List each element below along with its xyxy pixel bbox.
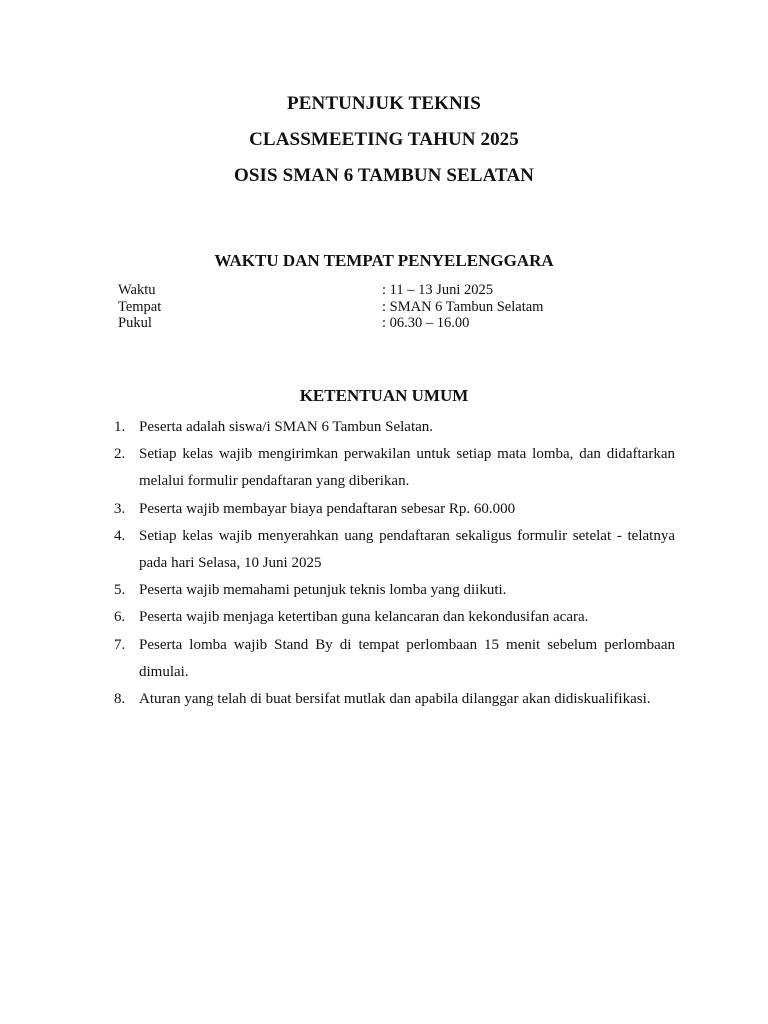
list-item (114, 523, 675, 577)
list-item (114, 441, 675, 495)
schedule-heading: WAKTU DAN TEMPAT PENYELENGGARA (214, 251, 554, 270)
rule-number: 3. (114, 500, 126, 517)
rule-text: Peserta wajib memahami petunjuk teknis lomba yang diikuti. (139, 582, 507, 599)
rules-heading: KETENTUAN UMUM (299, 386, 469, 405)
rule-number: 4. (114, 527, 126, 544)
schedule-row-waktu (118, 282, 678, 299)
schedule-table (118, 282, 678, 332)
list-item (114, 604, 675, 631)
schedule-row-pukul (118, 315, 678, 332)
list-item (114, 686, 675, 713)
rule-text: Peserta wajib membayar biaya pendaftaran sebesar Rp. 60.000 (139, 500, 516, 517)
schedule-value: : 11 – 13 Juni 2025 (382, 282, 494, 298)
title-line-3: OSIS SMAN 6 TAMBUN SELATAN (234, 165, 534, 186)
rule-text: Setiap kelas wajib mengirimkan perwakilan untuk setiap mata lomba, dan didaftarkan melalui formulir pendaftaran yang diberikan. (139, 446, 675, 490)
rule-text: Peserta wajib menjaga ketertiban guna kelancaran dan kekondusifan acara. (139, 609, 589, 626)
schedule-label: Waktu (118, 282, 156, 298)
rule-text: Aturan yang telah di buat bersifat mutlak dan apabila dilanggar akan didiskualifikasi. (139, 691, 651, 708)
rule-text: Peserta adalah siswa/i SMAN 6 Tambun Selatan. (139, 419, 434, 435)
rule-number: 1. (114, 419, 126, 435)
rule-number: 6. (114, 609, 126, 626)
rule-number: 8. (114, 691, 126, 708)
rules-list (114, 414, 675, 713)
list-item (114, 496, 675, 523)
list-item (114, 577, 675, 604)
document-title (0, 86, 768, 194)
title-line-2: CLASSMEETING TAHUN 2025 (249, 129, 519, 150)
rule-text: Setiap kelas wajib menyerahkan uang pendaftaran sekaligus formulir setelat - telatnya pada hari Selasa, 10 Juni 2025 (139, 527, 675, 572)
schedule-label: Tempat (118, 298, 162, 315)
list-item (114, 414, 675, 441)
rule-text: Peserta lomba wajib Stand By di tempat perlombaan 15 menit sebelum perlombaan dimulai. (139, 636, 675, 680)
rule-number: 7. (114, 636, 126, 653)
list-item (114, 632, 675, 686)
schedule-label: Pukul (118, 315, 152, 331)
rule-number: 5. (114, 582, 126, 599)
schedule-value: : SMAN 6 Tambun Selatam (382, 298, 544, 315)
rule-number: 2. (114, 446, 126, 463)
title-line-1: PENTUNJUK TEKNIS (287, 93, 481, 114)
schedule-row-tempat (118, 299, 678, 316)
schedule-value: : 06.30 – 16.00 (382, 315, 470, 331)
